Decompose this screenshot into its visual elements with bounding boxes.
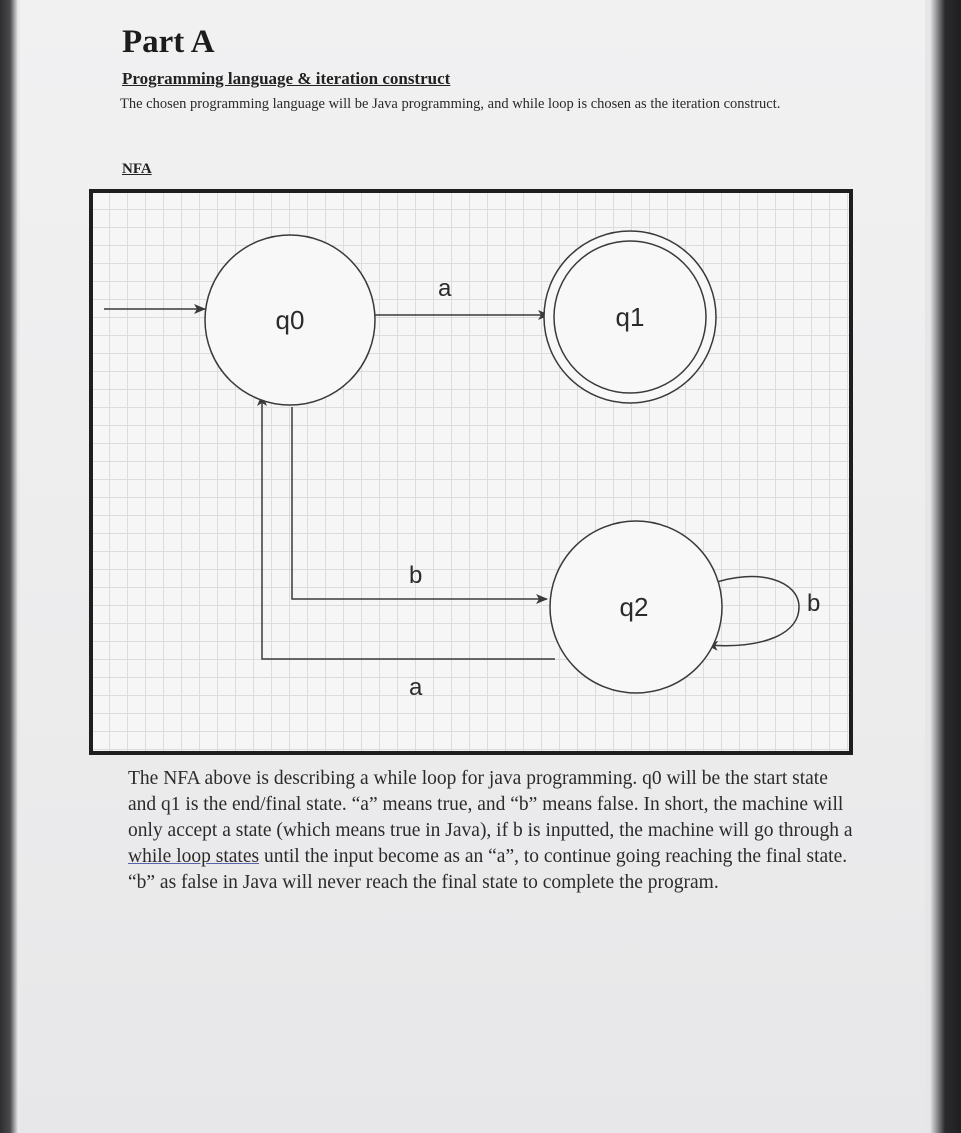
explanation-paragraph: [128, 766, 858, 896]
page-title: Part A: [122, 24, 215, 60]
while-loop-states-link[interactable]: while loop states: [128, 846, 260, 867]
explanation-part-1: The NFA above is describing a while loop for java programming. q0 will be the start state and q1 is the end/final state. “a” means true, and “b” means false. In short, the machine will only accept a state (which means true in Java), if b is inputted, the machine will go through a: [128, 768, 853, 841]
intro-paragraph: The chosen programming language will be Java programming, and while loop is chosen as the iteration construct.: [120, 96, 781, 112]
nfa-svg: [89, 189, 853, 755]
state-label-q2: q2: [619, 592, 649, 622]
nfa-diagram: [89, 189, 853, 755]
state-label-q1: q1: [615, 302, 645, 332]
edge-label-q0-q1: a: [438, 275, 452, 302]
section-heading: Programming language & iteration construct: [122, 69, 451, 88]
edge-label-q0-q2: b: [409, 562, 423, 589]
edge-q2-q0: [262, 395, 555, 659]
explanation-part-2: until the input become as an “a”, to continue going reaching the final state. “b” as false in Java will never reach the final state to complete the program.: [128, 846, 848, 893]
edge-label-q2-q0: a: [409, 674, 423, 701]
edge-label-q2-self: b: [807, 590, 821, 617]
nfa-heading: NFA: [122, 161, 152, 177]
state-label-q0: q0: [275, 305, 305, 335]
